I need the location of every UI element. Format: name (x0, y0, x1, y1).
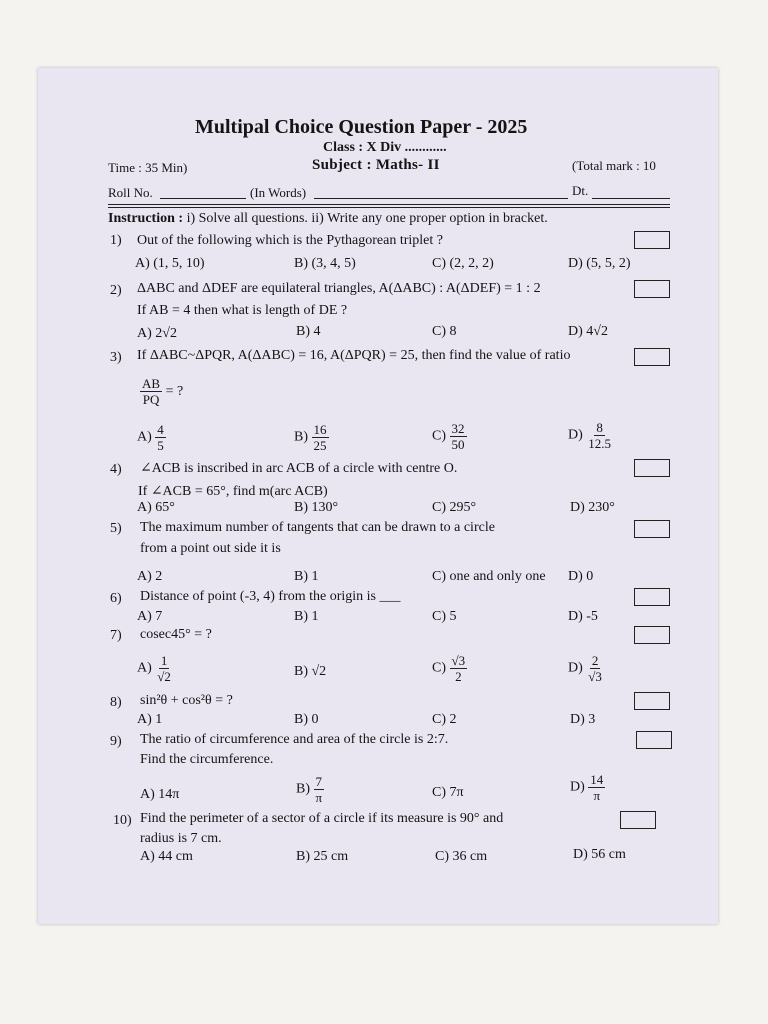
roll-no-label: Roll No. (108, 185, 153, 200)
q5-option-d[interactable]: D) 0 (568, 569, 594, 584)
q1-option-b[interactable]: B) (3, 4, 5) (294, 256, 356, 271)
question-2-text-line2: If AB = 4 then what is length of DE ? (137, 303, 348, 318)
q1-option-c[interactable]: C) (2, 2, 2) (432, 256, 494, 271)
q5-option-c[interactable]: C) one and only one (432, 569, 546, 584)
paper-title: Multipal Choice Question Paper - 2025 (195, 116, 528, 138)
q9-option-a-label: A) (140, 787, 155, 802)
answer-box-5[interactable] (634, 520, 670, 538)
q5-option-a[interactable]: A) 2 (137, 569, 163, 584)
q3-b-num: 16 (313, 422, 327, 437)
q9-option-d-label: D) (570, 779, 585, 795)
question-4-text: ∠ACB is inscribed in arc ACB of a circle with centre O. (140, 461, 458, 476)
q9-a-value: 14π (158, 787, 180, 802)
q9-option-a[interactable] (140, 787, 179, 803)
q7-option-c-fraction (450, 653, 468, 684)
q7-a-den: √2 (157, 669, 171, 684)
q6-option-a[interactable]: A) 7 (137, 609, 163, 624)
q3-option-a-fraction (155, 422, 166, 453)
q3-option-b-fraction (312, 422, 329, 453)
q3-option-a-label: A) (137, 429, 152, 445)
q7-option-b-label: B) (294, 664, 308, 679)
q7-c-num: √3 (451, 653, 466, 668)
date-blank[interactable] (592, 198, 670, 199)
q9-option-c[interactable] (432, 785, 464, 801)
question-5-text: The maximum number of tangents that can be drawn to a circle (140, 520, 495, 535)
q7-option-d-label: D) (568, 660, 583, 676)
q2-option-c[interactable]: C) 8 (432, 324, 457, 339)
q9-option-b-fraction (314, 774, 325, 805)
question-3-ratio (140, 376, 183, 407)
q7-b-value: √2 (311, 664, 327, 679)
q3-a-num: 4 (157, 422, 164, 437)
question-10-number: 10) (113, 813, 132, 828)
instruction-label: Instruction : (108, 211, 184, 226)
q10-option-d[interactable]: D) 56 cm (573, 847, 626, 862)
question-3-number: 3) (110, 350, 122, 365)
q9-option-d-fraction (588, 772, 605, 803)
question-5-number: 5) (110, 521, 122, 536)
q9-d-num: 14 (590, 772, 604, 787)
question-1-text: Out of the following which is the Pythagorean triplet ? (137, 233, 443, 248)
q7-option-d-fraction (586, 653, 604, 684)
ratio-tail: = ? (162, 384, 184, 400)
q3-option-d-label: D) (568, 427, 583, 443)
question-8-text: sin²θ + cos²θ = ? (140, 693, 233, 708)
instruction-line (108, 211, 548, 227)
q3-option-c-fraction (450, 421, 467, 452)
q3-c-den: 50 (451, 437, 465, 452)
question-5-text-line2: from a point out side it is (140, 541, 281, 556)
question-4-text-line2: If ∠ACB = 65°, find m(arc ACB) (138, 484, 328, 499)
q10-option-c[interactable]: C) 36 cm (435, 849, 488, 864)
q10-option-a[interactable]: A) 44 cm (140, 849, 193, 864)
q3-option-d-fraction (586, 420, 613, 451)
q3-option-c-label: C) (432, 428, 446, 444)
question-8-number: 8) (110, 695, 122, 710)
roll-no-blank[interactable] (160, 198, 246, 199)
q7-option-a-label: A) (137, 660, 152, 676)
q7-d-num: 2 (591, 653, 599, 668)
q9-b-num: 7 (315, 774, 323, 789)
header-divider (108, 204, 670, 205)
q7-c-den: 2 (455, 669, 462, 684)
q1-option-a[interactable]: A) (1, 5, 10) (135, 256, 205, 271)
q7-option-d[interactable] (568, 653, 604, 684)
q6-option-b[interactable]: B) 1 (294, 609, 319, 624)
q3-option-c[interactable] (432, 421, 467, 452)
q7-option-c-label: C) (432, 660, 446, 676)
q3-option-b[interactable] (294, 422, 329, 453)
q9-option-c-label: C) (432, 785, 446, 800)
q7-d-den: √3 (588, 669, 602, 684)
q8-option-a[interactable]: A) 1 (137, 712, 163, 727)
date-label: Dt. (572, 183, 589, 198)
question-6-number: 6) (110, 591, 122, 606)
q3-option-a[interactable] (137, 422, 166, 453)
q3-d-num: 8 (596, 420, 603, 435)
time-label: Time : 35 Min) (108, 160, 188, 175)
q6-option-c[interactable]: C) 5 (432, 609, 457, 624)
q9-option-d[interactable] (570, 772, 605, 803)
answer-box-7[interactable] (634, 626, 670, 644)
answer-box-8[interactable] (634, 692, 670, 710)
ratio-fraction (140, 376, 162, 407)
q7-a-num: 1 (160, 653, 168, 668)
question-2-text: ΔABC and ΔDEF are equilateral triangles, A(ΔABC) : A(ΔDEF) = 1 : 2 (137, 281, 541, 296)
total-mark-label: (Total mark : 10 (572, 158, 656, 173)
q2-option-d[interactable]: D) 4√2 (568, 324, 608, 339)
in-words-label: (In Words) (250, 185, 307, 200)
question-10-text: Find the perimeter of a sector of a circle if its measure is 90° and (140, 811, 504, 826)
answer-box-6[interactable] (634, 588, 670, 606)
q9-c-value: 7π (449, 785, 464, 800)
q7-option-a-fraction (155, 653, 173, 684)
q8-option-c[interactable]: C) 2 (432, 712, 457, 727)
question-6-text: Distance of point (-3, 4) from the origin is ___ (140, 589, 401, 604)
q7-option-b[interactable] (294, 664, 326, 680)
q2-option-b[interactable]: B) 4 (296, 324, 321, 339)
q3-d-den: 12.5 (588, 436, 612, 451)
q4-option-c[interactable]: C) 295° (432, 500, 477, 515)
q7-option-c[interactable] (432, 653, 467, 684)
question-2-number: 2) (110, 283, 122, 298)
question-7-text: cosec45° = ? (140, 627, 212, 642)
q7-option-a[interactable] (137, 653, 173, 684)
answer-box-9[interactable] (636, 731, 672, 749)
question-1-number: 1) (110, 233, 122, 248)
q9-d-den: π (593, 788, 601, 803)
class-line: Class : X Div ............ (323, 140, 447, 155)
subject-label: Subject : Maths- II (312, 157, 440, 173)
q2-option-a[interactable]: A) 2√2 (137, 326, 177, 341)
in-words-blank[interactable] (314, 198, 568, 199)
q3-option-d[interactable] (568, 420, 613, 451)
q5-option-b[interactable]: B) 1 (294, 569, 319, 584)
q9-b-den: π (315, 790, 323, 805)
question-10-text-line2: radius is 7 cm. (140, 831, 222, 846)
ratio-numerator: AB (142, 376, 161, 391)
answer-box-2[interactable] (634, 280, 670, 298)
answer-box-10[interactable] (620, 811, 656, 829)
header-divider-2 (108, 207, 670, 208)
question-7-number: 7) (110, 628, 122, 643)
q6-option-d[interactable]: D) -5 (568, 609, 598, 624)
q10-option-b[interactable]: B) 25 cm (296, 849, 349, 864)
q9-option-b[interactable] (296, 774, 324, 805)
question-3-text: If ΔABC~ΔPQR, A(ΔABC) = 16, A(ΔPQR) = 25, then find the value of ratio (137, 348, 571, 363)
q8-option-d[interactable]: D) 3 (570, 712, 596, 727)
q4-option-b[interactable]: B) 130° (294, 500, 339, 515)
instruction-text: i) Solve all questions. ii) Write any one proper option in bracket. (183, 211, 548, 226)
q3-b-den: 25 (313, 438, 327, 453)
q4-option-a[interactable]: A) 65° (137, 500, 175, 515)
answer-box-4[interactable] (634, 459, 670, 477)
ratio-denominator: PQ (142, 392, 160, 407)
q3-c-num: 32 (451, 421, 465, 436)
q1-option-d[interactable]: D) (5, 5, 2) (568, 256, 631, 271)
q3-a-den: 5 (157, 438, 164, 453)
answer-box-1[interactable] (634, 231, 670, 249)
q9-option-b-label: B) (296, 781, 310, 797)
q8-option-b[interactable]: B) 0 (294, 712, 319, 727)
question-9-number: 9) (110, 734, 122, 749)
q4-option-d[interactable]: D) 230° (570, 500, 615, 515)
answer-box-3[interactable] (634, 348, 670, 366)
q3-option-b-label: B) (294, 429, 308, 445)
question-9-text-line2: Find the circumference. (140, 752, 274, 767)
question-4-number: 4) (110, 462, 122, 477)
question-9-text: The ratio of circumference and area of the circle is 2:7. (140, 732, 449, 747)
